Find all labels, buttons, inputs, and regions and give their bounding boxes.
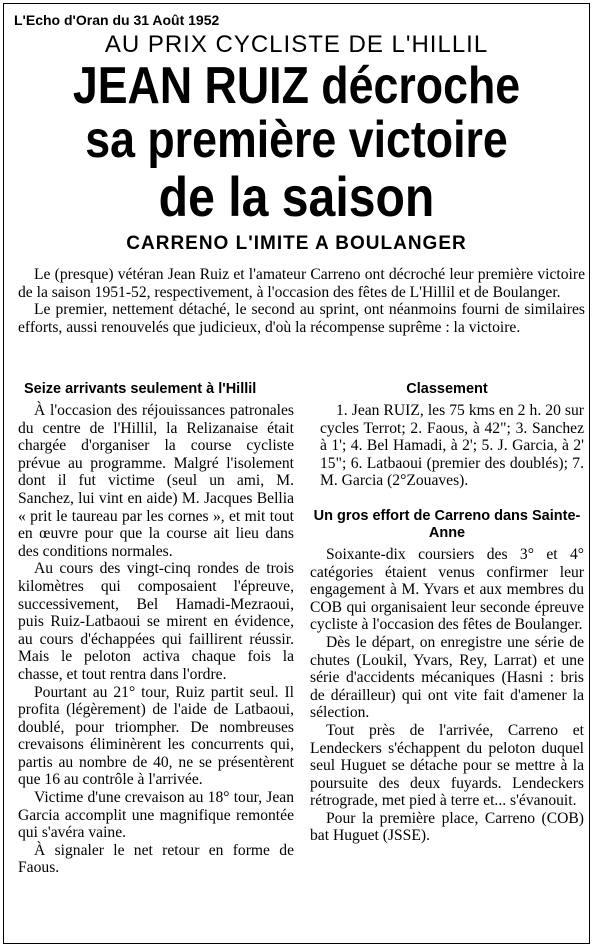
article-paragraph: Soixante-dix coursiers des 3° et 4° catégories étaient venus confirmer leur engagement à M. Yvars et aux membres du COB qui organisaient leur seconde épreuve cycliste à l'occasion des fêtes de Boulanger. [310, 545, 584, 634]
intro-section [18, 266, 585, 336]
article-paragraph: Tout près de l'arrivée, Carreno et Lendeckers s'échappent du peloton duquel seul Huguet se détache pour se mettre à la poursuite des deux fuyards. Lendeckers rétrograde, met pied à terre et... s'évanouit. [310, 721, 584, 810]
headline-line-3: de la saison [158, 165, 435, 228]
right-column [310, 381, 584, 845]
article-paragraph: Pour la première place, Carreno (COB) bat Huguet (JSSE). [310, 809, 584, 845]
ranking-title: Classement [406, 381, 488, 397]
article-paragraph: Victime d'une crevaison au 18° tour, Jean Garcia accomplit une magnifique remontée qui s'avéra vaine. [18, 789, 294, 842]
intro-paragraph: Le premier, nettement détaché, le second au sprint, ont néanmoins fourni de similaires efforts, aussi renouvelés que judicieux, d'où la récompense suprême : la victoire. [18, 301, 585, 336]
article-paragraph: Pourtant au 21° tour, Ruiz partit seul. Il profita (légèrement) de l'aide de Latbaoui, doublé, pour triompher. De nombreuses crevaisons éliminèrent les concurrents qui, partis au nombre de 40, ne se présentèrent que 16 au contrôle à l'arrivée. [18, 683, 294, 789]
intro-paragraph: Le (presque) vétéran Jean Ruiz et l'amateur Carreno ont décroché leur première victoire de la saison 1951-52, respectivement, à l'occasion des fêtes de L'Hillil et de Boulanger. [18, 266, 585, 301]
article-paragraph: Au cours des vingt-cinq rondes de trois kilomètres qui composaient l'épreuve, successivement, Bel Hamadi-Mezraoui, puis Ruiz-Latbaoui se mirent en évidence, au cours d'échappées qui faillirent réussir. Mais le peloton activa chaque fois la chasse, et tout rentra dans l'ordre. [18, 560, 294, 683]
article-paragraph: Dès le départ, on enregistre une série de chutes (Loukil, Yvars, Rey, Larrat) et une série d'accidents mécaniques (Hasni : bris de dérailleur) qui ont vite fait d'amener la sélection. [310, 633, 584, 722]
headline-line-2: sa première victoire [85, 111, 508, 169]
headline-line-1: JEAN RUIZ décroche [72, 57, 521, 115]
newspaper-clipping [3, 3, 590, 944]
article-paragraph: À signaler le net retour en forme de Faous. [18, 841, 294, 877]
kicker-title: AU PRIX CYCLISTE DE L'HILLIL [104, 31, 489, 58]
article-paragraph: À l'occasion des réjouissances patronales du centre de l'Hillil, la Relizanaise était chargée d'organiser la course cycliste prévue au programme. Malgré l'isolement dont il fut victime (seul un ami, M. Sanchez, lui vint en aide) M. Jacques Bellia « prit le taureau par les cornes », et mit tout en œuvre pour que la course ait lieu dans des conditions normales. [18, 402, 294, 560]
right-column-title: Un gros effort de Carreno dans Sainte-Anne [313, 507, 581, 541]
subheadline: CARRENO L'IMITE A BOULANGER [126, 233, 467, 254]
ranking-list: 1. Jean RUIZ, les 75 kms en 2 h. 20 sur cycles Terrot; 2. Faous, à 42"; 3. Sanchez à 1'; 4. Bel Hamadi, à 2'; 5. J. Garcia, à 2' 15"; 6. Latbaoui (premier des doublés); 7. M. Garcia (2°Zouaves). [320, 402, 584, 490]
left-column-title: Seize arrivants seulement à l'Hillil [24, 381, 257, 397]
left-column [18, 381, 294, 877]
source-caption: L'Echo d'Oran du 31 Août 1952 [14, 12, 220, 28]
